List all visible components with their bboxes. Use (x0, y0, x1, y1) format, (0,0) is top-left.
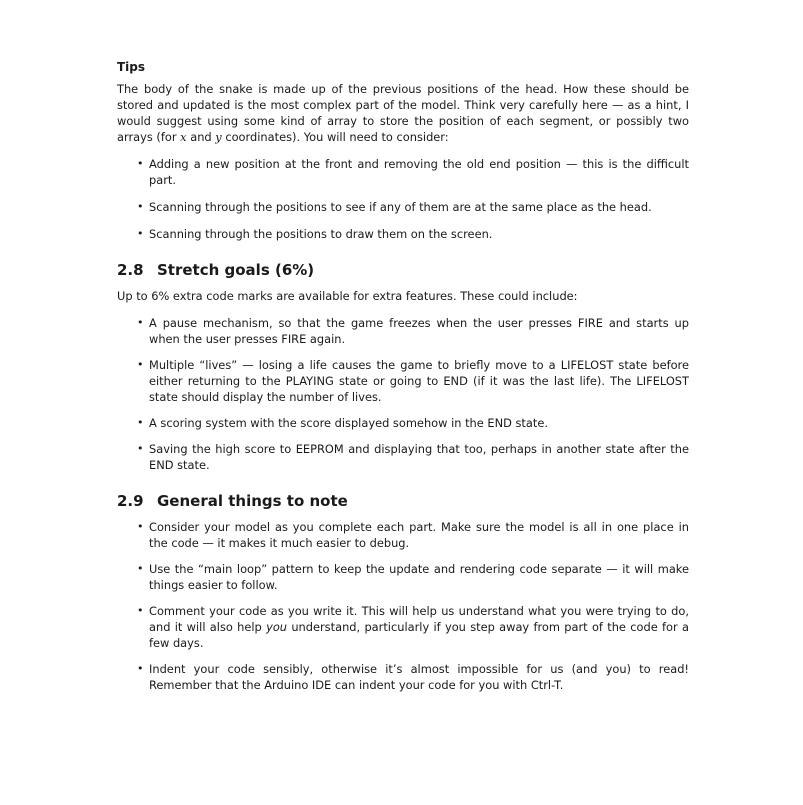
bullet-icon: • (137, 316, 144, 329)
list-item (117, 315, 689, 347)
tips-paragraph-mid: and (186, 130, 216, 144)
general-list (117, 519, 689, 693)
bullet-icon: • (137, 442, 144, 455)
section-heading-stretch-goals (117, 260, 689, 280)
document-page (117, 58, 689, 693)
list-item-text: A scoring system with the score displayed somehow in the END state. (149, 416, 548, 430)
bullet-icon: • (137, 157, 144, 170)
tips-paragraph (117, 81, 689, 145)
list-item-text: Saving the high score to EEPROM and displaying that too, perhaps in another state after the END state. (149, 442, 689, 472)
list-item-text: Scanning through the positions to see if any of them are at the same place as the head. (149, 200, 652, 214)
stretch-intro: Up to 6% extra code marks are available for extra features. These could include: (117, 289, 578, 303)
tips-heading: Tips (117, 60, 146, 74)
list-item-text: Use the “main loop” pattern to keep the update and rendering code separate — it will make things easier to follow. (149, 562, 689, 592)
list-item (117, 603, 689, 651)
comment-text-after: understand, particularly if you step away from part of the code for a few days. (149, 620, 689, 650)
list-item (117, 415, 689, 431)
bullet-icon: • (137, 520, 144, 533)
list-item (117, 156, 689, 188)
list-item (117, 519, 689, 551)
section-number: 2.9 (117, 492, 144, 510)
list-item (117, 561, 689, 593)
list-item (117, 661, 689, 693)
bullet-icon: • (137, 200, 144, 213)
list-item (117, 199, 689, 215)
list-item-text: Indent your code sensibly, otherwise it’s almost impossible for us (and you) to read! Remember that the Arduino IDE can indent your code for you with Ctrl-T. (149, 662, 689, 692)
bullet-icon: • (137, 227, 144, 240)
section-title: General things to note (157, 492, 348, 510)
bullet-icon: • (137, 358, 144, 371)
bullet-icon: • (137, 662, 144, 675)
list-item (117, 441, 689, 473)
comment-text-before: Comment your code as you write it. This will help us understand what you were trying to do, and it will also help (149, 604, 689, 634)
bullet-icon: • (137, 416, 144, 429)
section-heading-general-things (117, 491, 689, 511)
tips-paragraph-text: The body of the snake is made up of the previous positions of the head. How these should be stored and updated is the most complex part of the model. Think very carefully here — as a hint, I would suggest using some kind of array to store the position of each segment, or possibly two arrays (for (117, 82, 689, 144)
list-item-text: Scanning through the positions to draw them on the screen. (149, 227, 493, 241)
stretch-list (117, 315, 689, 473)
bullet-icon: • (137, 562, 144, 575)
section-title: Stretch goals (6%) (157, 261, 315, 279)
tips-paragraph-end: coordinates). You will need to consider: (221, 130, 449, 144)
list-item-text (149, 604, 689, 650)
section-number: 2.8 (117, 261, 144, 279)
list-item-text: Consider your model as you complete each part. Make sure the model is all in one place in the code — it makes it much easier to debug. (149, 520, 689, 550)
list-item (117, 357, 689, 405)
comment-emphasis: you (266, 620, 288, 634)
var-x: x (180, 130, 187, 144)
list-item (117, 226, 689, 242)
var-y: y (215, 130, 222, 144)
bullet-icon: • (137, 604, 144, 617)
list-item-text: Adding a new position at the front and removing the old end position — this is the difficult part. (149, 157, 689, 187)
list-item-text: A pause mechanism, so that the game freezes when the user presses FIRE and starts up when the user presses FIRE again. (149, 316, 689, 346)
list-item-text: Multiple “lives” — losing a life causes the game to briefly move to a LIFELOST state before either returning to the PLAYING state or going to END (if it was the last life). The LIFELOST state should display the number of lives. (149, 358, 689, 404)
tips-list (117, 156, 689, 242)
